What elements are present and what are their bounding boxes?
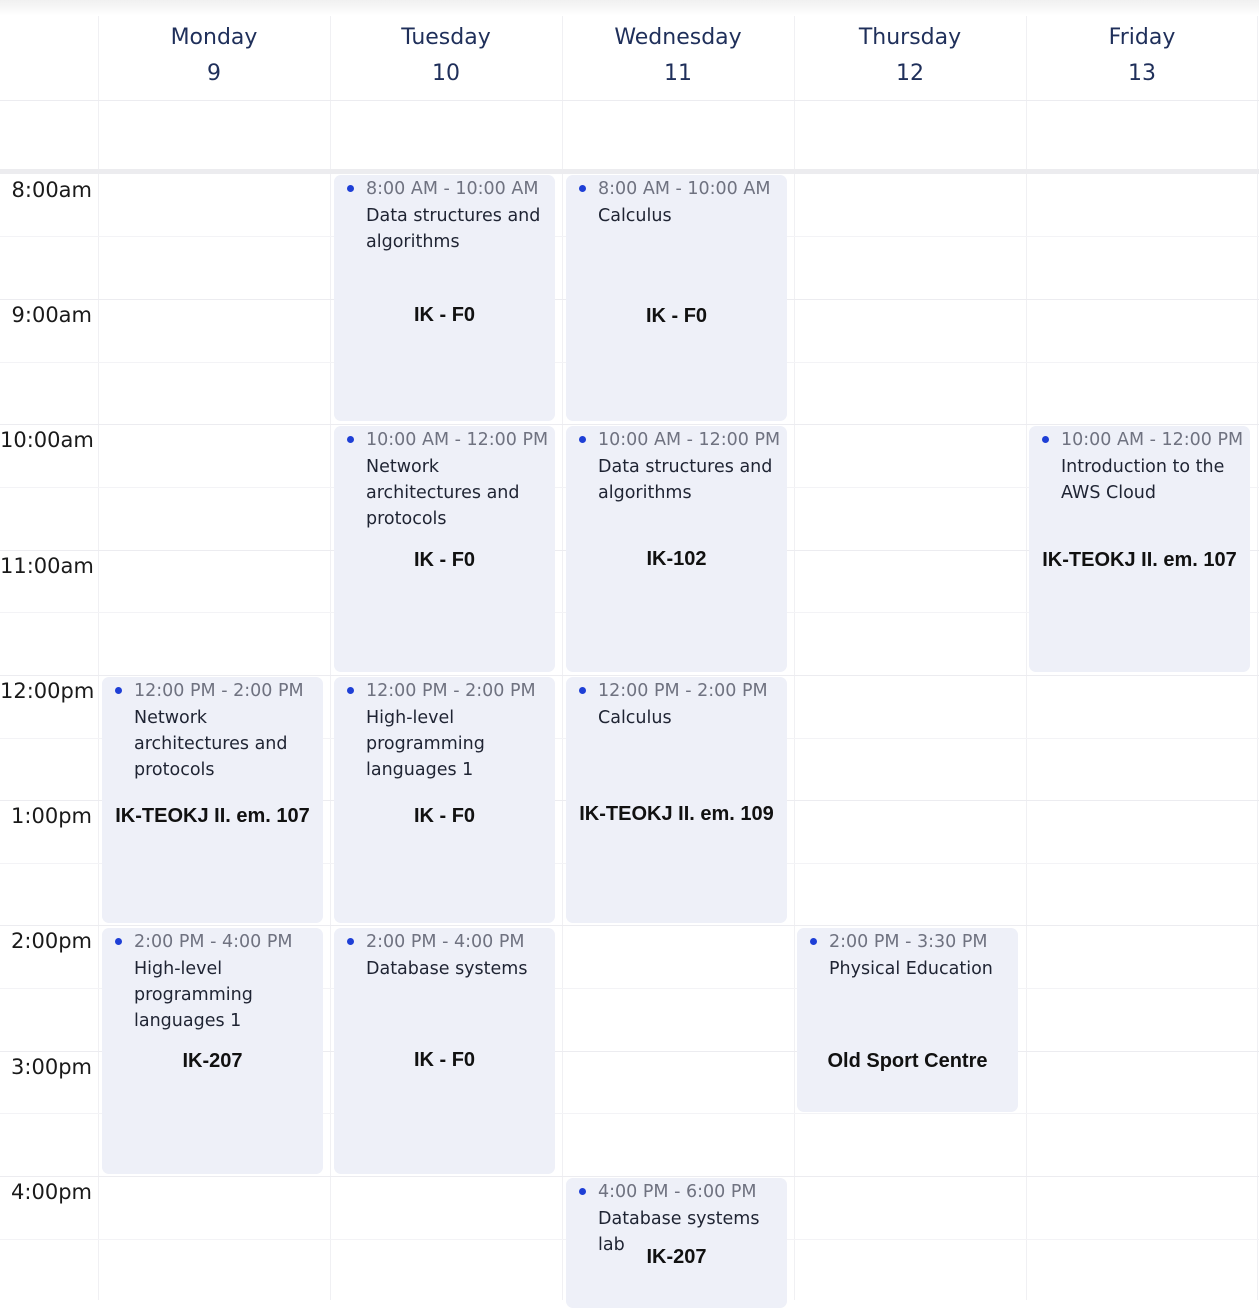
event-room: IK-207 — [646, 1246, 707, 1268]
event-dot-icon — [579, 185, 586, 192]
event-title: Data structures and algorithms — [598, 457, 773, 503]
event-dot-icon — [347, 185, 354, 192]
event-room: IK-207 — [182, 1050, 243, 1072]
event-card[interactable] — [334, 928, 555, 1174]
day-name: Monday — [170, 25, 258, 50]
event-card[interactable] — [566, 426, 787, 672]
event-title: Physical Education — [829, 959, 993, 979]
event-time: 10:00 AM - 12:00 PM — [366, 430, 549, 450]
day-date: 13 — [1128, 61, 1156, 86]
day-header-monday — [98, 0, 330, 100]
time-label: 12:00pm — [0, 679, 95, 703]
hour-line — [0, 925, 1259, 926]
event-card[interactable] — [797, 928, 1018, 1112]
event-time: 2:00 PM - 4:00 PM — [366, 932, 525, 952]
day-date: 9 — [207, 61, 221, 86]
event-room: IK-TEOKJ II. em. 109 — [579, 803, 774, 825]
event-time: 10:00 AM - 12:00 PM — [1061, 430, 1244, 450]
event-room: IK-TEOKJ II. em. 107 — [115, 805, 310, 827]
event-room: Old Sport Centre — [827, 1050, 988, 1072]
day-name: Tuesday — [401, 25, 491, 50]
event-time: 2:00 PM - 4:00 PM — [134, 932, 293, 952]
event-room: IK-TEOKJ II. em. 107 — [1042, 549, 1237, 571]
event-title: Data structures and algorithms — [366, 206, 541, 252]
event-card[interactable] — [102, 677, 323, 923]
event-title: Network architectures and protocols — [134, 708, 288, 780]
event-card[interactable] — [1029, 426, 1250, 672]
day-header-tuesday — [330, 0, 562, 100]
event-dot-icon — [347, 938, 354, 945]
event-dot-icon — [115, 687, 122, 694]
hour-line — [0, 675, 1259, 676]
event-title: High-level programming languages 1 — [134, 959, 253, 1031]
day-header-thursday — [794, 0, 1026, 100]
day-date: 10 — [432, 61, 460, 86]
event-time: 10:00 AM - 12:00 PM — [598, 430, 781, 450]
event-room: IK - F0 — [413, 805, 476, 827]
event-room: IK - F0 — [645, 305, 708, 327]
day-header-friday — [1026, 0, 1258, 100]
day-date: 12 — [896, 61, 924, 86]
day-date: 11 — [664, 61, 692, 86]
event-card[interactable] — [334, 677, 555, 923]
event-card[interactable] — [566, 677, 787, 923]
column-divider — [1026, 16, 1027, 1300]
event-title: Database systems lab — [598, 1209, 760, 1255]
event-time: 8:00 AM - 10:00 AM — [598, 179, 771, 199]
event-room: IK - F0 — [413, 304, 476, 326]
time-label: 2:00pm — [11, 929, 92, 953]
event-time: 12:00 PM - 2:00 PM — [366, 681, 536, 701]
event-time: 12:00 PM - 2:00 PM — [134, 681, 304, 701]
day-name: Wednesday — [614, 25, 742, 50]
event-dot-icon — [1042, 436, 1049, 443]
event-dot-icon — [579, 1188, 586, 1195]
event-time: 12:00 PM - 2:00 PM — [598, 681, 768, 701]
event-card[interactable] — [566, 175, 787, 421]
all-day-divider — [0, 169, 1259, 174]
event-card[interactable] — [334, 426, 555, 672]
hour-line — [0, 424, 1259, 425]
event-room: IK-102 — [646, 548, 707, 570]
event-time: 4:00 PM - 6:00 PM — [598, 1182, 757, 1202]
time-label: 4:00pm — [11, 1180, 92, 1204]
event-title: Calculus — [598, 206, 672, 226]
event-title: Calculus — [598, 708, 672, 728]
event-title: Database systems — [366, 959, 528, 979]
day-name: Thursday — [858, 25, 962, 50]
header-divider — [0, 100, 1259, 101]
time-label: 1:00pm — [11, 804, 92, 828]
event-dot-icon — [579, 687, 586, 694]
event-title: Network architectures and protocols — [366, 457, 520, 529]
time-label: 8:00am — [11, 178, 92, 202]
day-name: Friday — [1108, 25, 1176, 50]
event-dot-icon — [810, 938, 817, 945]
event-dot-icon — [347, 687, 354, 694]
column-divider — [562, 16, 563, 1300]
column-divider — [98, 16, 99, 1300]
column-divider — [330, 16, 331, 1300]
day-header-wednesday — [562, 0, 794, 100]
event-dot-icon — [579, 436, 586, 443]
event-room: IK - F0 — [413, 549, 476, 571]
event-time: 8:00 AM - 10:00 AM — [366, 179, 539, 199]
time-label: 10:00am — [0, 428, 94, 452]
event-title: Introduction to the AWS Cloud — [1061, 457, 1225, 503]
event-card[interactable] — [102, 928, 323, 1174]
time-label: 9:00am — [11, 303, 92, 327]
event-dot-icon — [347, 436, 354, 443]
event-title: High-level programming languages 1 — [366, 708, 485, 780]
event-card[interactable] — [334, 175, 555, 421]
event-room: IK - F0 — [413, 1049, 476, 1071]
time-label: 3:00pm — [11, 1055, 92, 1079]
time-label: 11:00am — [0, 554, 94, 578]
column-divider — [1257, 16, 1258, 1300]
column-divider — [794, 16, 795, 1300]
event-dot-icon — [115, 938, 122, 945]
hour-line — [0, 1176, 1259, 1177]
event-card[interactable] — [566, 1178, 787, 1308]
event-time: 2:00 PM - 3:30 PM — [829, 932, 988, 952]
